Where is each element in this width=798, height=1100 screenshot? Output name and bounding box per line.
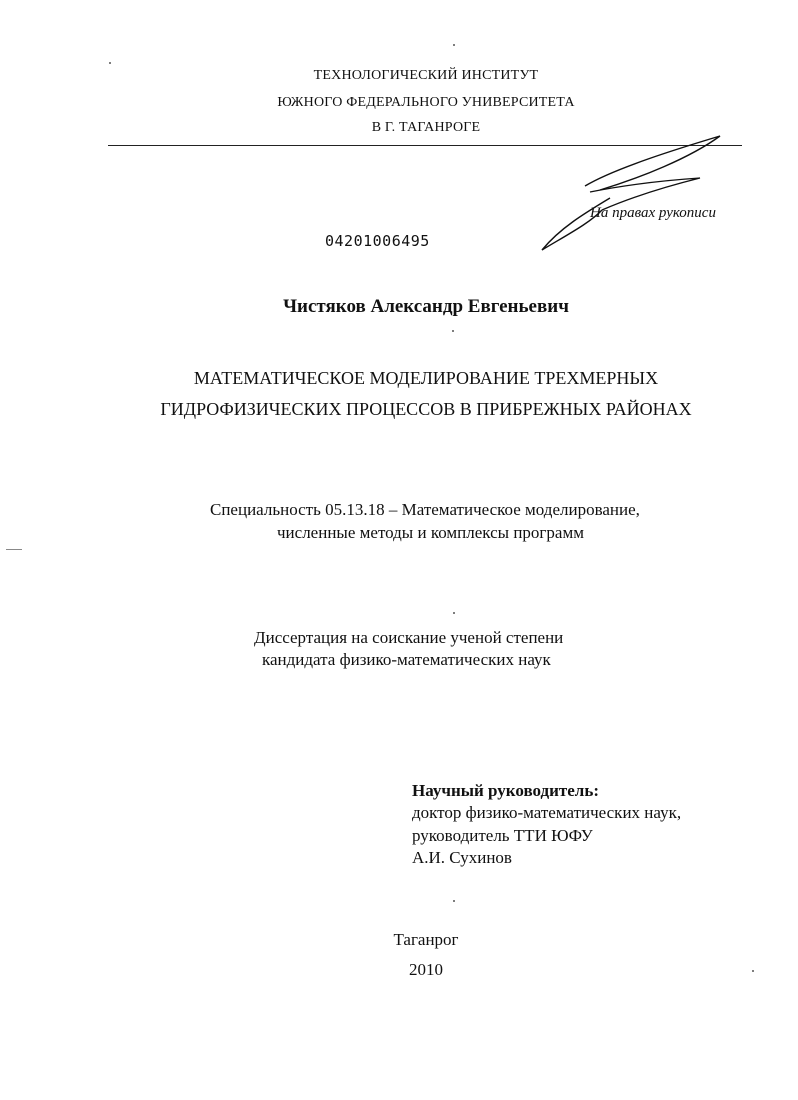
institute-line-2: ЮЖНОГО ФЕДЕРАЛЬНОГО УНИВЕРСИТЕТА — [277, 95, 575, 110]
scan-speck — [452, 330, 454, 332]
institute-line-3: В Г. ТАГАНРОГЕ — [371, 120, 481, 135]
scan-speck — [752, 970, 754, 972]
document-code: 04201006495 — [325, 232, 430, 250]
dissertation-line-2: кандидата физико-математических наук — [262, 650, 551, 669]
scan-mark — [6, 549, 22, 550]
title-line-1: МАТЕМАТИЧЕСКОЕ МОДЕЛИРОВАНИЕ ТРЕХМЕРНЫХ — [193, 368, 659, 388]
supervisor-heading: Научный руководитель: — [412, 781, 599, 800]
supervisor-position: руководитель ТТИ ЮФУ — [412, 826, 593, 845]
signature — [530, 128, 730, 258]
scan-speck — [453, 900, 455, 902]
scan-speck — [453, 612, 455, 614]
supervisor-name: А.И. Сухинов — [412, 848, 512, 867]
title-line-2: ГИДРОФИЗИЧЕСКИХ ПРОЦЕССОВ В ПРИБРЕЖНЫХ РАЙОНАХ — [160, 399, 692, 419]
supervisor-degree: доктор физико-математических наук, — [412, 803, 682, 822]
institute-line-1: ТЕХНОЛОГИЧЕСКИЙ ИНСТИТУТ — [313, 68, 539, 83]
dissertation-line-1: Диссертация на соискание ученой степени — [254, 628, 564, 647]
year: 2010 — [409, 960, 443, 979]
scan-speck — [109, 62, 111, 64]
author-name: Чистяков Александр Евгеньевич — [283, 296, 569, 317]
specialty-line-2: численные методы и комплексы программ — [277, 523, 584, 542]
manuscript-rights: На правах рукописи — [590, 205, 716, 221]
specialty-line-1: Специальность 05.13.18 – Математическое моделирование, — [210, 500, 640, 519]
city: Таганрог — [393, 930, 459, 949]
scan-speck — [453, 44, 455, 46]
